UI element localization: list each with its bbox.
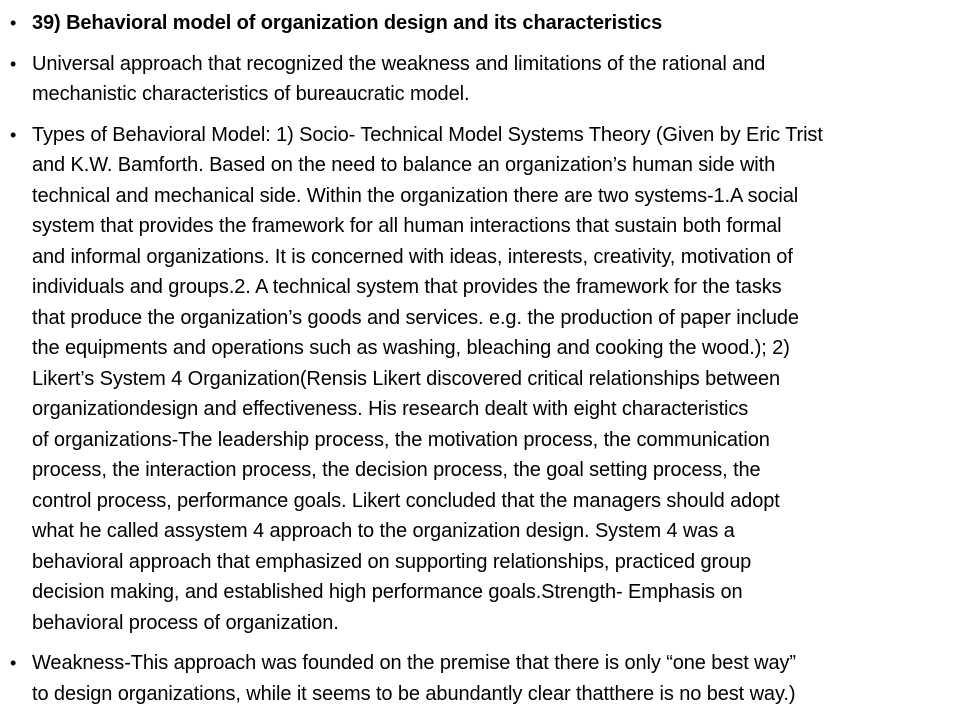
- bullet-dot-icon: •: [10, 13, 17, 33]
- text-line: Types of Behavioral Model: 1) Socio- Technical Model Systems Theory (Given by Eric Trist: [32, 123, 823, 146]
- bullet-types: [10, 120, 945, 639]
- text-line: and K.W. Bamforth. Based on the need to balance an organization’s human side with: [32, 154, 776, 176]
- text-line: mechanistic characteristics of bureaucratic model.: [32, 83, 470, 105]
- text-line: system that provides the framework for all human interactions that sustain both formal: [32, 215, 782, 237]
- text-line: individuals and groups.2. A technical system that provides the framework for the tasks: [32, 276, 782, 298]
- text-line: to design organizations, while it seems to be abundantly clear thatthere is no best way.): [32, 682, 796, 705]
- text-line: Universal approach that recognized the weakness and limitations of the rational and: [32, 52, 766, 75]
- bullet-heading: [10, 8, 945, 39]
- text-line: that produce the organization’s goods and services. e.g. the production of paper include: [32, 306, 799, 329]
- text-line: the equipments and operations such as washing, bleaching and cooking the wood.); 2): [32, 337, 790, 359]
- bullet-weakness: [10, 648, 945, 709]
- text-line: organizationdesign and effectiveness. His research dealt with eight characteristics: [32, 398, 749, 420]
- bullet-dot-icon: •: [10, 124, 17, 145]
- text-line: and informal organizations. It is concerned with ideas, interests, creativity, motivation of: [32, 245, 793, 268]
- text-line: technical and mechanical side. Within the organization there are two systems-1.A social: [32, 184, 799, 207]
- text-line: what he called assystem 4 approach to the organization design. System 4 was a: [32, 520, 735, 542]
- bullet-list: [10, 8, 945, 719]
- bullet-dot-icon: •: [10, 53, 17, 74]
- bullet-dot-icon: •: [10, 653, 17, 673]
- text-line: process, the interaction process, the decision process, the goal setting process, the: [32, 459, 761, 481]
- text-line: Likert’s System 4 Organization(Rensis Likert discovered critical relationships between: [32, 367, 781, 390]
- bullet-definition: [10, 49, 945, 110]
- text-line: control process, performance goals. Likert concluded that the managers should adopt: [32, 489, 780, 512]
- text-line: behavioral process of organization.: [32, 611, 339, 634]
- heading-text: 39) Behavioral model of organization design and its characteristics: [32, 12, 663, 34]
- text-line: of organizations-The leadership process, the motivation process, the communication: [32, 428, 770, 451]
- text-line: behavioral approach that emphasized on supporting relationships, practiced group: [32, 550, 752, 573]
- text-line: Weakness-This approach was founded on the premise that there is only “one best way”: [32, 652, 796, 674]
- text-line: decision making, and established high performance goals.Strength- Emphasis on: [32, 581, 743, 603]
